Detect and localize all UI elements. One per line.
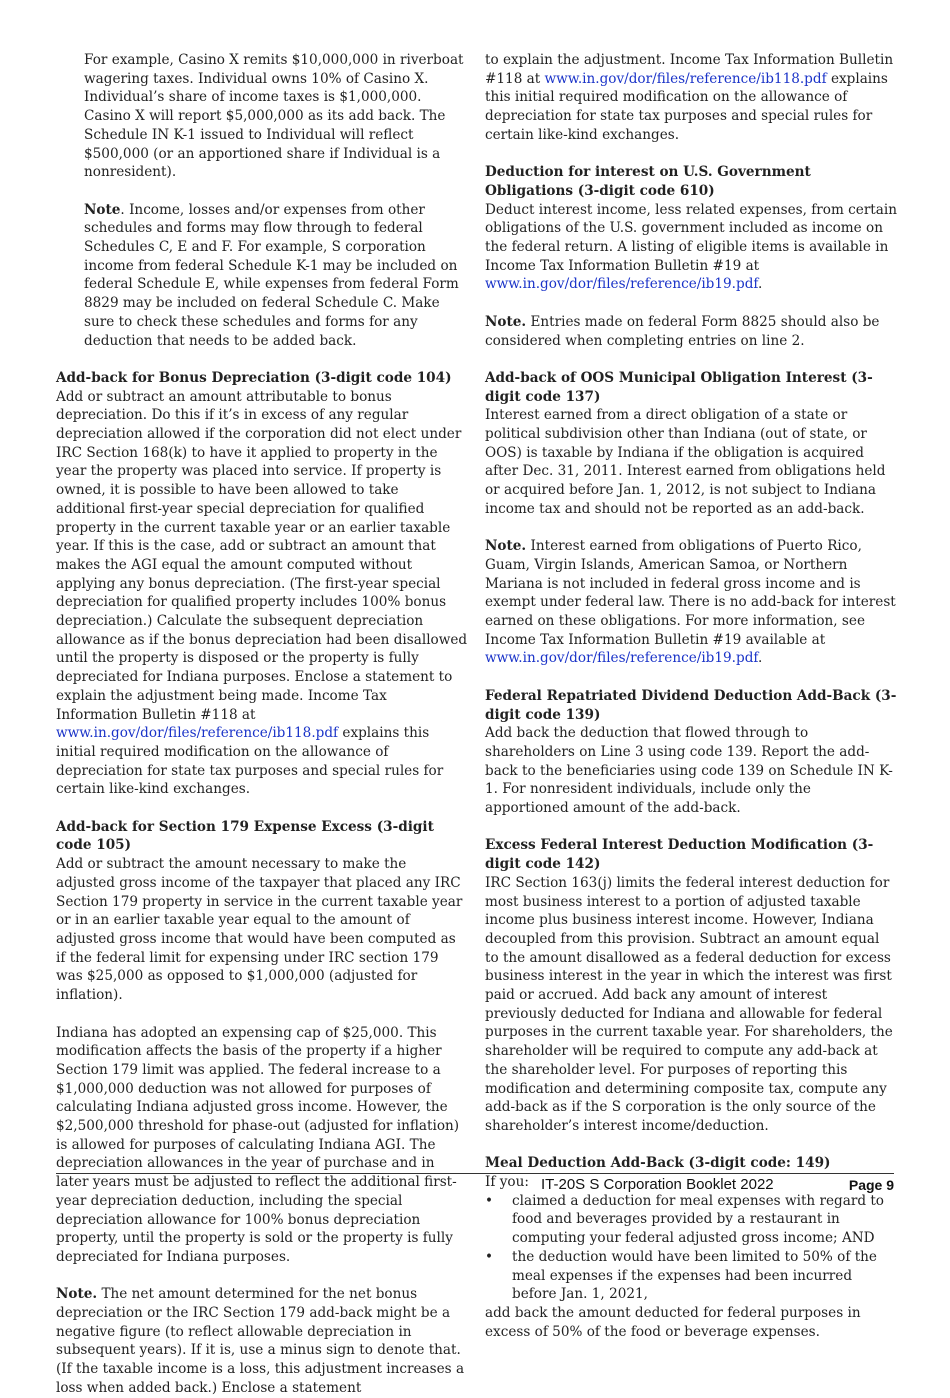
oos-municipal-section: Add-back of OOS Municipal Obligation Interest (3-digit code 137) Interest earned from a direct obligation of a state or political subdivision other than Indiana (out of state, or OOS) is taxable by Indiana if the obligation is acquired after Dec. 31, 2011. Interest earned from obligations held or acquired before Jan. 1, 2012, is not subject to Indiana income tax and should not be reported as an add-back.: [485, 369, 897, 519]
bonus-depreciation-heading: Add-back for Bonus Depreciation (3-digit code 104): [56, 369, 452, 386]
bullet-icon: •: [485, 1192, 494, 1209]
note-label: Note.: [485, 538, 527, 555]
list-item: • claimed a deduction for meal expenses with regard to food and beverages provided by a restaurant in computing your federal adjusted gross income; AND: [485, 1192, 884, 1247]
meal-bullet-list: [485, 1192, 897, 1304]
left-column: [56, 51, 468, 1398]
ib19-link[interactable]: www.in.gov/dor/files/reference/ib19.pdf: [485, 276, 758, 293]
us-gov-obligations-section: Deduction for interest on U.S. Government Obligations (3-digit code 610) Deduct interest income, less related expenses, from certain obligations of the U.S. government included as income on the federal return. A listing of eligible items is available in Income Tax Information Bulletin #19 at www.in.gov/dor/files/reference/ib19.pdf.: [485, 164, 897, 293]
list-item: • the deduction would have been limited to 50% of the meal expenses if the expenses had been incurred before Jan. 1, 2021,: [485, 1248, 877, 1303]
ib19-link[interactable]: www.in.gov/dor/files/reference/ib19.pdf: [485, 650, 758, 667]
section179-heading: Add-back for Section 179 Expense Excess (3-digit code 105): [56, 818, 434, 854]
ib118-link[interactable]: www.in.gov/dor/files/reference/ib118.pdf: [544, 70, 827, 87]
meal-conclusion: add back the amount deducted for federal purposes in excess of 50% of the food or beverage expenses.: [485, 1305, 861, 1340]
ib118-link[interactable]: www.in.gov/dor/files/reference/ib118.pdf: [56, 725, 339, 742]
note-label: Note.: [485, 313, 527, 330]
note-label: Note: [84, 201, 121, 218]
excess-interest-section: Excess Federal Interest Deduction Modification (3-digit code 142) IRC Section 163(j) limits the federal interest deduction for most business interest to a portion of adjusted taxable income plus business interest income. However, Indiana decoupled from this provision. Subtract an amount equal to the amount disallowed as a federal deduction for excess business interest in the year in which the interest was first paid or accrued. Add back any amount of interest previously deducted for Indiana and allowable for federal purposes in the current taxable year. For shareholders, the shareholder will be required to compute any add-back at the shareholder level. For purposes of reporting this modification and determining composite tax, compute any add-back as if the S corporation is the only source of the shareholder’s interest income/deduction.: [485, 836, 897, 1135]
meal-intro: If you:: [485, 1174, 529, 1191]
repatriated-dividend-section: Federal Repatriated Dividend Deduction Add-Back (3-digit code 139) Add back the deduction that flowed through to shareholders on Line 3 using code 139. Report the add-back to the beneficiaries using code 139 on Schedule IN K-1. For nonresident individuals, include only the apportioned amount of the add-back.: [485, 687, 897, 817]
footer-divider: [56, 1173, 894, 1174]
note-form-8825-paragraph: Note. Entries made on federal Form 8825 should also be considered when completing entries on line 2.: [485, 313, 880, 349]
meal-deduction-heading: Meal Deduction Add-Back (3-digit code: 149): [485, 1155, 831, 1172]
expensing-cap-paragraph: Indiana has adopted an expensing cap of $25,000. This modification affects the basis of the property if a higher Section 179 limit was applied. The federal increase to a $1,000,000 deduction was not allowed for purposes of calculating Indiana adjusted gross income. However, the $2,500,000 threshold for phase-out (adjusted for inflation) is allowed for purposes of calculating Indiana AGI. The depreciation allowances in the year of purchase and in later years must be adjusted to reflect the additional first-year depreciation deduction, including the special depreciation allowance for 100% bonus depreciation property, until the property is sold or the property is fully depreciated for Indiana purposes.: [56, 1024, 460, 1265]
footer-booklet-title: IT-20S S Corporation Booklet 2022: [541, 1176, 774, 1193]
us-gov-obligations-heading: Deduction for interest on U.S. Government Obligations (3-digit code 610): [485, 164, 811, 199]
bonus-depreciation-section: Add-back for Bonus Depreciation (3-digit code 104) Add or subtract an amount attributable to bonus depreciation. Do this if it’s in excess of any regular depreciation allowed if the corporation did not elect under IRC Section 168(k) to have it applied to property in the year the property was placed into service. If property is owned, it is possible to have been allowed to take additional first-year special depreciation for qualified property in the current taxable year or an earlier taxable year. If this is the case, add or subtract an amount that makes the AGI equal the amount computed without applying any bonus depreciation. (The first-year special depreciation for qualified property includes 100% bonus depreciation.) Calculate the subsequent depreciation allowance as if the bonus depreciation had been disallowed until the property is disposed or the property is fully depreciated for Indiana purposes. Enclose a statement to explain the adjustment being made. Income Tax Information Bulletin #118 at www.in.gov/dor/files/reference/ib118.pdf explains this initial required modification on the allowance of depreciation for state tax purposes and special rules for certain like-kind exchanges.: [56, 369, 468, 798]
oos-municipal-heading: Add-back of OOS Municipal Obligation Interest (3-digit code 137): [485, 369, 873, 405]
note-territories-paragraph: Note. Interest earned from obligations of Puerto Rico, Guam, Virgin Islands, American Samoa, or Northern Mariana is not included in federal gross income and is exempt under federal law. There is no add-back for interest earned on these obligations. For more information, see Income Tax Information Bulletin #19 available at www.in.gov/dor/files/reference/ib19.pdf.: [485, 538, 896, 667]
footer-page-number: Page 9: [848, 1177, 894, 1193]
note-net-amount-paragraph: Note. The net amount determined for the net bonus depreciation or the IRC Section 179 add-back might be a negative figure (to reflect allowable depreciation in subsequent years). If it is, use a minus sign to denote that. (If the taxable income is a loss, this adjustment increases a loss when added back.) Enclose a statement: [56, 1286, 465, 1396]
bullet-icon: •: [485, 1248, 494, 1265]
repatriated-dividend-heading: Federal Repatriated Dividend Deduction Add-Back (3-digit code 139): [485, 687, 897, 723]
note-schedules-paragraph: Note. Income, losses and/or expenses from other schedules and forms may flow through to federal Schedules C, E and F. For example, S corporation income from federal Schedule K-1 may be included on federal Schedule E, while expenses from federal Form 8829 may be included on federal Schedule C. Make sure to check these schedules and forms for any deduction that needs to be added back.: [84, 201, 459, 349]
note-label: Note.: [56, 1286, 98, 1303]
section179-section: Add-back for Section 179 Expense Excess (3-digit code 105) Add or subtract the amount necessary to make the adjusted gross income of the taxpayer that placed any IRC Section 179 property in service in the current taxable year or in an earlier taxable year equal to the amount of adjusted gross income that would have been computed as if the federal limit for expensing under IRC section 179 was $25,000 as opposed to $1,000,000 (adjusted for inflation).: [56, 818, 468, 1005]
continued-paragraph: to explain the adjustment. Income Tax Information Bulletin #118 at www.in.gov/dor/files/reference/ib118.pdf explains this initial required modification on the allowance of depreciation for state tax purposes and special rules for certain like-kind exchanges.: [485, 52, 894, 143]
casino-example-paragraph: For example, Casino X remits $10,000,000 in riverboat wagering taxes. Individual owns 10% of Casino X. Individual’s share of income taxes is $1,000,000. Casino X will report $5,000,000 as its add back. The Schedule IN K-1 issued to Individual will reflect $500,000 (or an apportioned share if Individual is a nonresident).: [84, 52, 464, 181]
excess-interest-heading: Excess Federal Interest Deduction Modification (3-digit code 142): [485, 837, 874, 873]
right-column: [485, 51, 897, 1341]
